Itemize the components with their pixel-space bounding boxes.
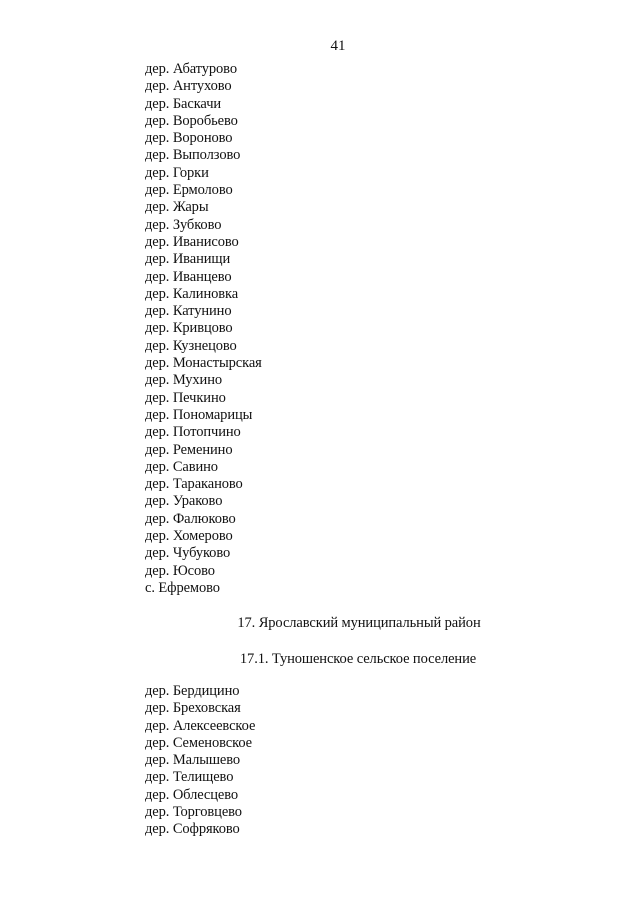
list-item: дер. Малышево [145,752,241,769]
list-item: дер. Зубково [145,216,222,233]
list-item: дер. Абатурово [145,61,237,77]
list-item: дер. Печкино [145,389,226,406]
list-item: дер. Жары [145,199,209,216]
list-item: дер. Софряково [145,821,240,838]
list-item: с. Ефремово [145,579,220,596]
settlement-list [145,683,255,839]
list-item: дер. Ермолово [145,182,233,199]
list-item: дер. Иванисово [145,233,239,250]
list-item: дер. Калиновка [145,285,239,302]
list-item: дер. Алексеевское [145,717,256,734]
list-item: дер. Бреховская [145,700,241,717]
list-item: дер. Катунино [145,303,232,320]
settlement-list-continued [145,61,262,597]
list-item: дер. Чубуково [145,545,231,562]
page-number: 41 [330,38,346,54]
list-item: дер. Фалюково [145,510,236,527]
list-item: дер. Торговцево [145,804,242,821]
list-item: дер. Телищево [145,769,234,786]
district-heading: 17. Ярославский муниципальный район [237,615,481,631]
list-item: дер. Бердицино [145,683,240,699]
list-item: дер. Вороново [145,130,233,147]
list-item: дер. Кривцово [145,320,233,337]
list-item: дер. Антухово [145,78,232,95]
list-item: дер. Тараканово [145,476,243,493]
list-item: дер. Потопчино [145,424,241,441]
list-item: дер. Савино [145,458,218,475]
list-item: дер. Семеновское [145,734,252,751]
list-item: дер. Кузнецово [145,337,237,354]
list-item: дер. Горки [145,164,209,181]
list-item: дер. Хомерово [145,528,233,545]
list-item: дер. Воробьево [145,112,238,129]
list-item: дер. Выползово [145,147,241,164]
list-item: дер. Юсово [145,562,215,579]
list-item: дер. Иванцево [145,268,232,285]
list-item: дер. Мухино [145,372,223,389]
list-item: дер. Иванищи [145,251,231,268]
list-item: дер. Ременино [145,441,233,458]
list-item: дер. Пономарицы [145,406,253,423]
settlement-heading: 17.1. Туношенское сельское поселение [239,651,477,667]
list-item: дер. Баскачи [145,95,222,112]
list-item: дер. Монастырская [145,355,262,372]
list-item: дер. Облесцево [145,786,239,803]
list-item: дер. Ураково [145,493,223,510]
